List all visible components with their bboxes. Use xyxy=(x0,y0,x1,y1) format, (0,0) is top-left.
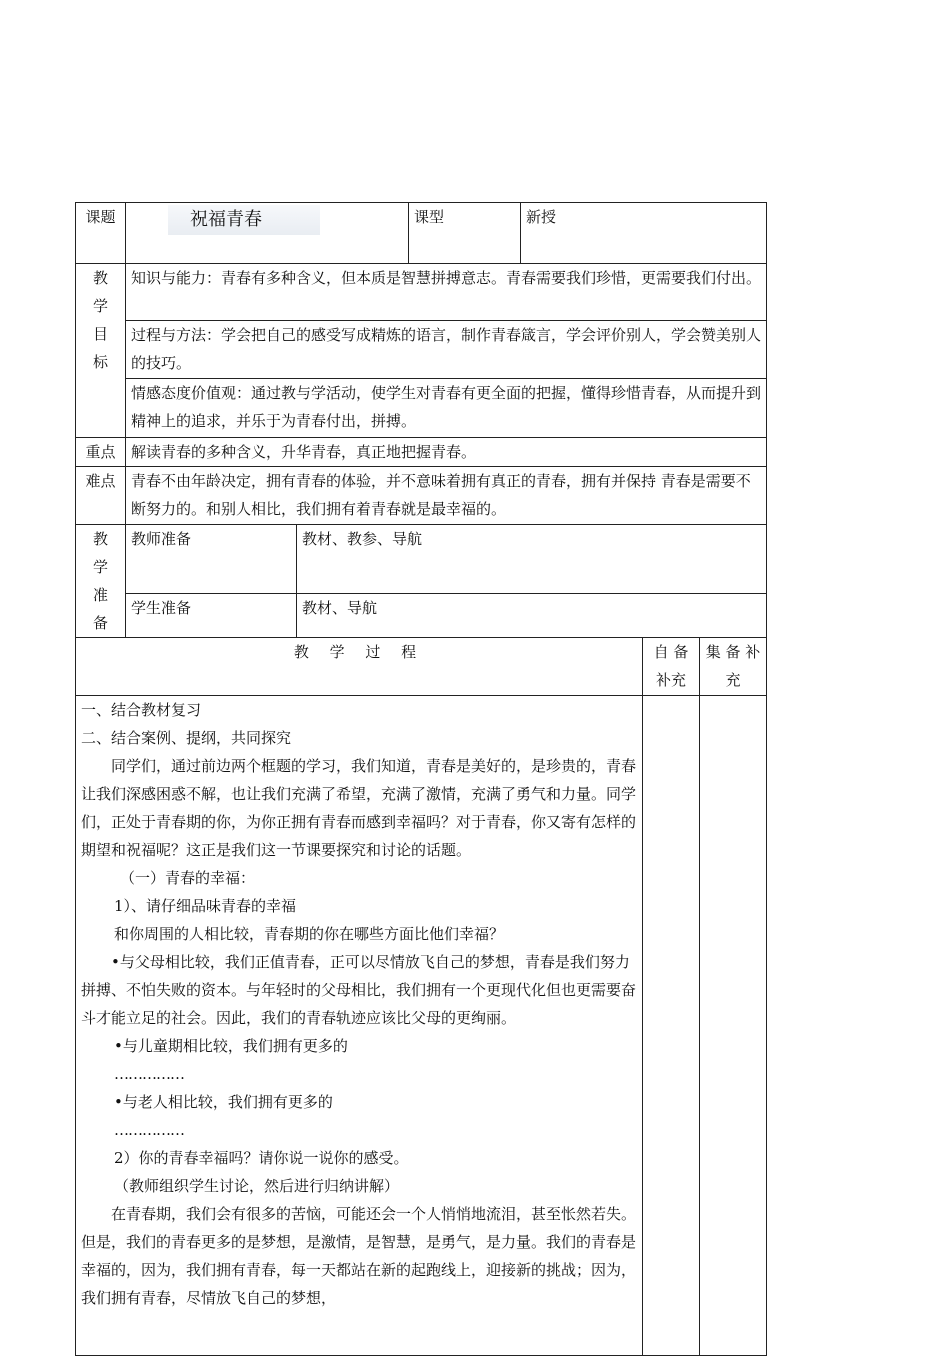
type-label: 课型 xyxy=(409,203,521,264)
process-header: 教 学 过 程 xyxy=(76,638,643,696)
key-label: 重点 xyxy=(76,438,126,467)
goal-knowledge: 知识与能力：青春有多种含义，但本质是智慧拼搏意志。青春需要我们珍惜，更需要我们付出。 xyxy=(126,264,767,321)
process-body xyxy=(76,696,643,1356)
process-paragraph: •与父母相比较，我们正值青春，正可以尽情放飞自己的梦想，青春是我们努力拼搏、不怕失败的资本。与年轻时的父母相比，我们拥有一个更现代化但也更需要奋斗才能立足的社会。因此，我们的青春轨迹应该比父母的更绚丽。 xyxy=(81,953,637,1027)
teacher-prep-label: 教师准备 xyxy=(126,525,297,594)
goal-emotion: 情感态度价值观：通过教与学活动，使学生对青春有更全面的把握，懂得珍惜青春，从而提升到精神上的追求，并乐于为青春付出，拼搏。 xyxy=(126,379,767,438)
process-paragraph: 同学们，通过前边两个框题的学习，我们知道，青春是美好的，是珍贵的，青春让我们深感困惑不解，也让我们充满了希望，充满了激情，充满了勇气和力量。同学们，正处于青春期的你，为你正拥有青春而感到幸福吗？对于青春，你又寄有怎样的期望和祝福呢？这正是我们这一节课要探究和讨论的话题。 xyxy=(81,757,637,859)
lesson-plan-table xyxy=(75,202,767,1356)
key-text: 解读青春的多种含义，升华青春，真正地把握青春。 xyxy=(126,438,767,467)
student-prep-label: 学生准备 xyxy=(126,593,297,637)
group-prep-cell xyxy=(700,696,767,1356)
process-line: …………… xyxy=(114,1065,184,1083)
teacher-prep-row xyxy=(76,525,767,594)
process-header-row xyxy=(76,638,767,696)
student-prep-value: 教材、导航 xyxy=(297,593,767,637)
goal-knowledge-row xyxy=(76,264,767,321)
process-line: 1）、请仔细品味青春的幸福 xyxy=(114,897,297,915)
process-line: …………… xyxy=(114,1121,184,1139)
process-line: •与儿童期相比较，我们拥有更多的 xyxy=(114,1037,348,1055)
topic-cell xyxy=(126,203,409,264)
goals-label: 教学目标 xyxy=(76,264,126,438)
difficulty-text: 青春不由年龄决定，拥有青春的体验，并不意味着拥有真正的青春，拥有并保持 青春是需要不断努力的。和别人相比，我们拥有着青春就是最幸福的。 xyxy=(126,467,767,525)
topic-label: 课题 xyxy=(76,203,126,264)
student-prep-row xyxy=(76,593,767,637)
key-row xyxy=(76,438,767,467)
process-paragraph: 在青春期，我们会有很多的苦恼，可能还会一个人悄悄地流泪，甚至怅然若失。但是，我们的青春更多的是梦想，是激情，是智慧，是勇气，是力量。我们的青春是幸福的，因为，我们拥有青春，每一天都站在新的起跑线上，迎接新的挑战；因为，我们拥有青春，尽情放飞自己的梦想， xyxy=(81,1205,637,1307)
difficulty-label: 难点 xyxy=(76,467,126,525)
group-prep-header: 集 备 补充 xyxy=(700,638,767,696)
prep-label: 教学准备 xyxy=(76,525,126,638)
goal-method: 过程与方法：学会把自己的感受写成精炼的语言，制作青春箴言，学会评价别人，学会赞美别人的技巧。 xyxy=(126,321,767,379)
process-body-row xyxy=(76,696,767,1356)
self-prep-cell xyxy=(643,696,700,1356)
process-line: （一）青春的幸福： xyxy=(120,869,256,887)
goal-emotion-row xyxy=(76,379,767,438)
process-line: 二、结合案例、提纲，共同探究 xyxy=(81,729,292,747)
type-value: 新授 xyxy=(521,203,767,264)
self-prep-header: 自 备 补充 xyxy=(643,638,700,696)
process-line: 2）你的青春幸福吗？请你说一说你的感受。 xyxy=(114,1149,409,1167)
process-line: •与老人相比较，我们拥有更多的 xyxy=(114,1093,333,1111)
process-line: 一、结合教材复习 xyxy=(81,701,202,719)
process-line: 和你周围的人相比较，青春期的你在哪些方面比他们幸福？ xyxy=(114,925,505,943)
difficulty-row xyxy=(76,467,767,525)
topic-title: 祝福青春 xyxy=(168,205,320,235)
process-line: （教师组织学生讨论，然后进行归纳讲解） xyxy=(114,1177,400,1195)
teacher-prep-value: 教材、教参、导航 xyxy=(297,525,767,594)
topic-row xyxy=(76,203,767,264)
goal-method-row xyxy=(76,321,767,379)
